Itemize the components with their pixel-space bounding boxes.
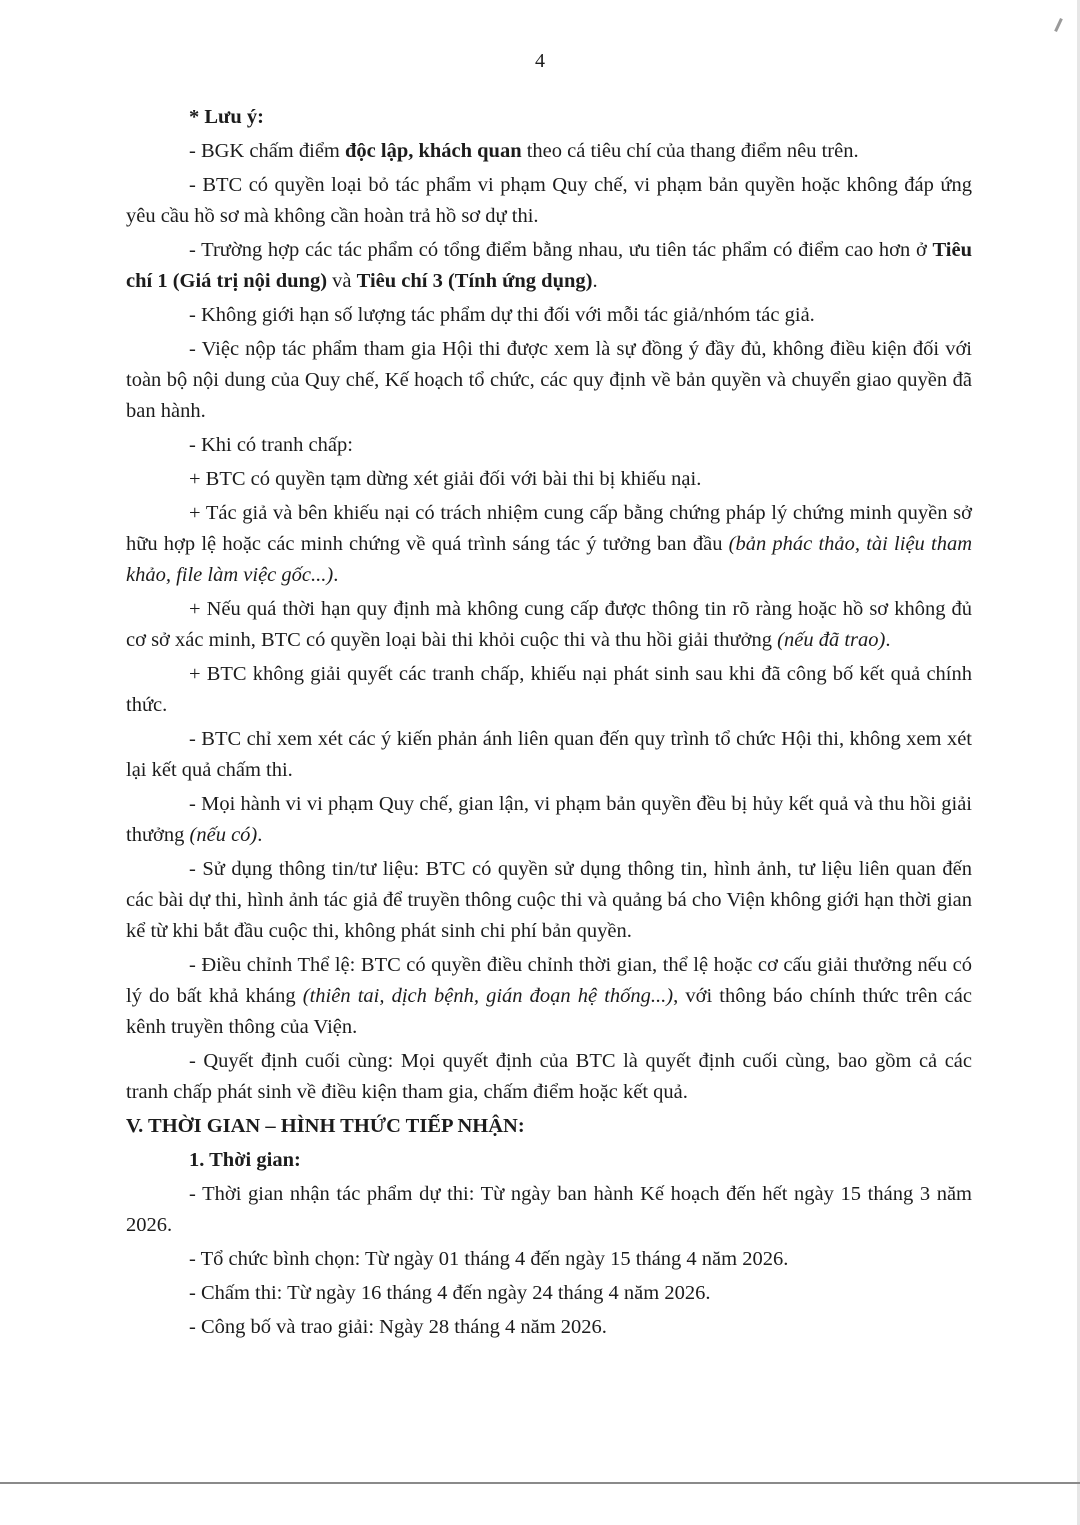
document-body bbox=[126, 102, 972, 1346]
note-paragraph-4: - Không giới hạn số lượng tác phẩm dự thi đối với mỗi tác giả/nhóm tác giả. bbox=[189, 304, 815, 326]
dispute-item-2: + Tác giả và bên khiếu nại có trách nhiệm cung cấp bằng chứng pháp lý chứng minh quyền sở hữu hợp lệ hoặc các minh chứng về quá trình sáng tác ý tưởng ban đầu (bản phác thảo, tài liệu tham khảo, file làm việc gốc...). bbox=[126, 502, 972, 586]
subsection-1-heading: 1. Thời gian: bbox=[189, 1149, 301, 1171]
note-heading: * Lưu ý: bbox=[189, 106, 264, 128]
section-v-heading: V. THỜI GIAN – HÌNH THỨC TIẾP NHẬN: bbox=[126, 1115, 525, 1137]
note-paragraph-3: - Trường hợp các tác phẩm có tổng điểm bằng nhau, ưu tiên tác phẩm có điểm cao hơn ở Tiêu chí 1 (Giá trị nội dung) và Tiêu chí 3 (Tính ứng dụng). bbox=[126, 239, 972, 292]
note-paragraph-8: - Mọi hành vi vi phạm Quy chế, gian lận, vi phạm bản quyền đều bị hủy kết quả và thu hồi giải thưởng (nếu có). bbox=[126, 793, 972, 846]
timeline-item-2: - Tổ chức bình chọn: Từ ngày 01 tháng 4 đến ngày 15 tháng 4 năm 2026. bbox=[189, 1248, 789, 1270]
note-paragraph-1: - BGK chấm điểm độc lập, khách quan theo cá tiêu chí của thang điểm nêu trên. bbox=[189, 140, 859, 162]
dispute-item-4: + BTC không giải quyết các tranh chấp, khiếu nại phát sinh sau khi đã công bố kết quả chính thức. bbox=[126, 663, 972, 716]
note-paragraph-9: - Sử dụng thông tin/tư liệu: BTC có quyền sử dụng thông tin, hình ảnh, tư liệu liên quan đến các bài dự thi, hình ảnh tác giả để truyền thông cuộc thi và quảng bá cho Viện không giới hạn thời gian kể từ khi bắt đầu cuộc thi, không phát sinh chi phí bản quyền. bbox=[126, 858, 972, 942]
note-paragraph-11: - Quyết định cuối cùng: Mọi quyết định của BTC là quyết định cuối cùng, bao gồm cả các tranh chấp phát sinh về điều kiện tham gia, chấm điểm hoặc kết quả. bbox=[126, 1050, 972, 1103]
timeline-item-3: - Chấm thi: Từ ngày 16 tháng 4 đến ngày 24 tháng 4 năm 2026. bbox=[189, 1282, 711, 1304]
dispute-item-1: + BTC có quyền tạm dừng xét giải đối với bài thi bị khiếu nại. bbox=[189, 468, 702, 490]
note-paragraph-5: - Việc nộp tác phẩm tham gia Hội thi được xem là sự đồng ý đầy đủ, không điều kiện đối với toàn bộ nội dung của Quy chế, Kế hoạch tổ chức, các quy định về bản quyền và chuyển giao quyền đã ban hành. bbox=[126, 338, 972, 422]
note-paragraph-7: - BTC chỉ xem xét các ý kiến phản ánh liên quan đến quy trình tổ chức Hội thi, không xem xét lại kết quả chấm thi. bbox=[126, 728, 972, 781]
note-paragraph-2: - BTC có quyền loại bỏ tác phẩm vi phạm Quy chế, vi phạm bản quyền hoặc không đáp ứng yêu cầu hồ sơ mà không cần hoàn trả hồ sơ dự thi. bbox=[126, 174, 972, 227]
page-number: 4 bbox=[535, 50, 545, 72]
timeline-item-4: - Công bố và trao giải: Ngày 28 tháng 4 năm 2026. bbox=[189, 1316, 607, 1338]
dispute-item-3: + Nếu quá thời hạn quy định mà không cung cấp được thông tin rõ ràng hoặc hồ sơ không đủ cơ sở xác minh, BTC có quyền loại bài thi khỏi cuộc thi và thu hồi giải thưởng (nếu đã trao). bbox=[126, 598, 972, 651]
timeline-item-1: - Thời gian nhận tác phẩm dự thi: Từ ngày ban hành Kế hoạch đến hết ngày 15 tháng 3 năm 2026. bbox=[126, 1183, 972, 1236]
scan-mark bbox=[1054, 18, 1063, 32]
note-paragraph-6: - Khi có tranh chấp: bbox=[189, 434, 353, 456]
note-paragraph-10: - Điều chỉnh Thể lệ: BTC có quyền điều chỉnh thời gian, thể lệ hoặc cơ cấu giải thưởng nếu có lý do bất khả kháng (thiên tai, dịch bệnh, gián đoạn hệ thống...), với thông báo chính thức trên các kênh truyền thông của Viện. bbox=[126, 954, 972, 1038]
bottom-rule bbox=[0, 1482, 1080, 1484]
